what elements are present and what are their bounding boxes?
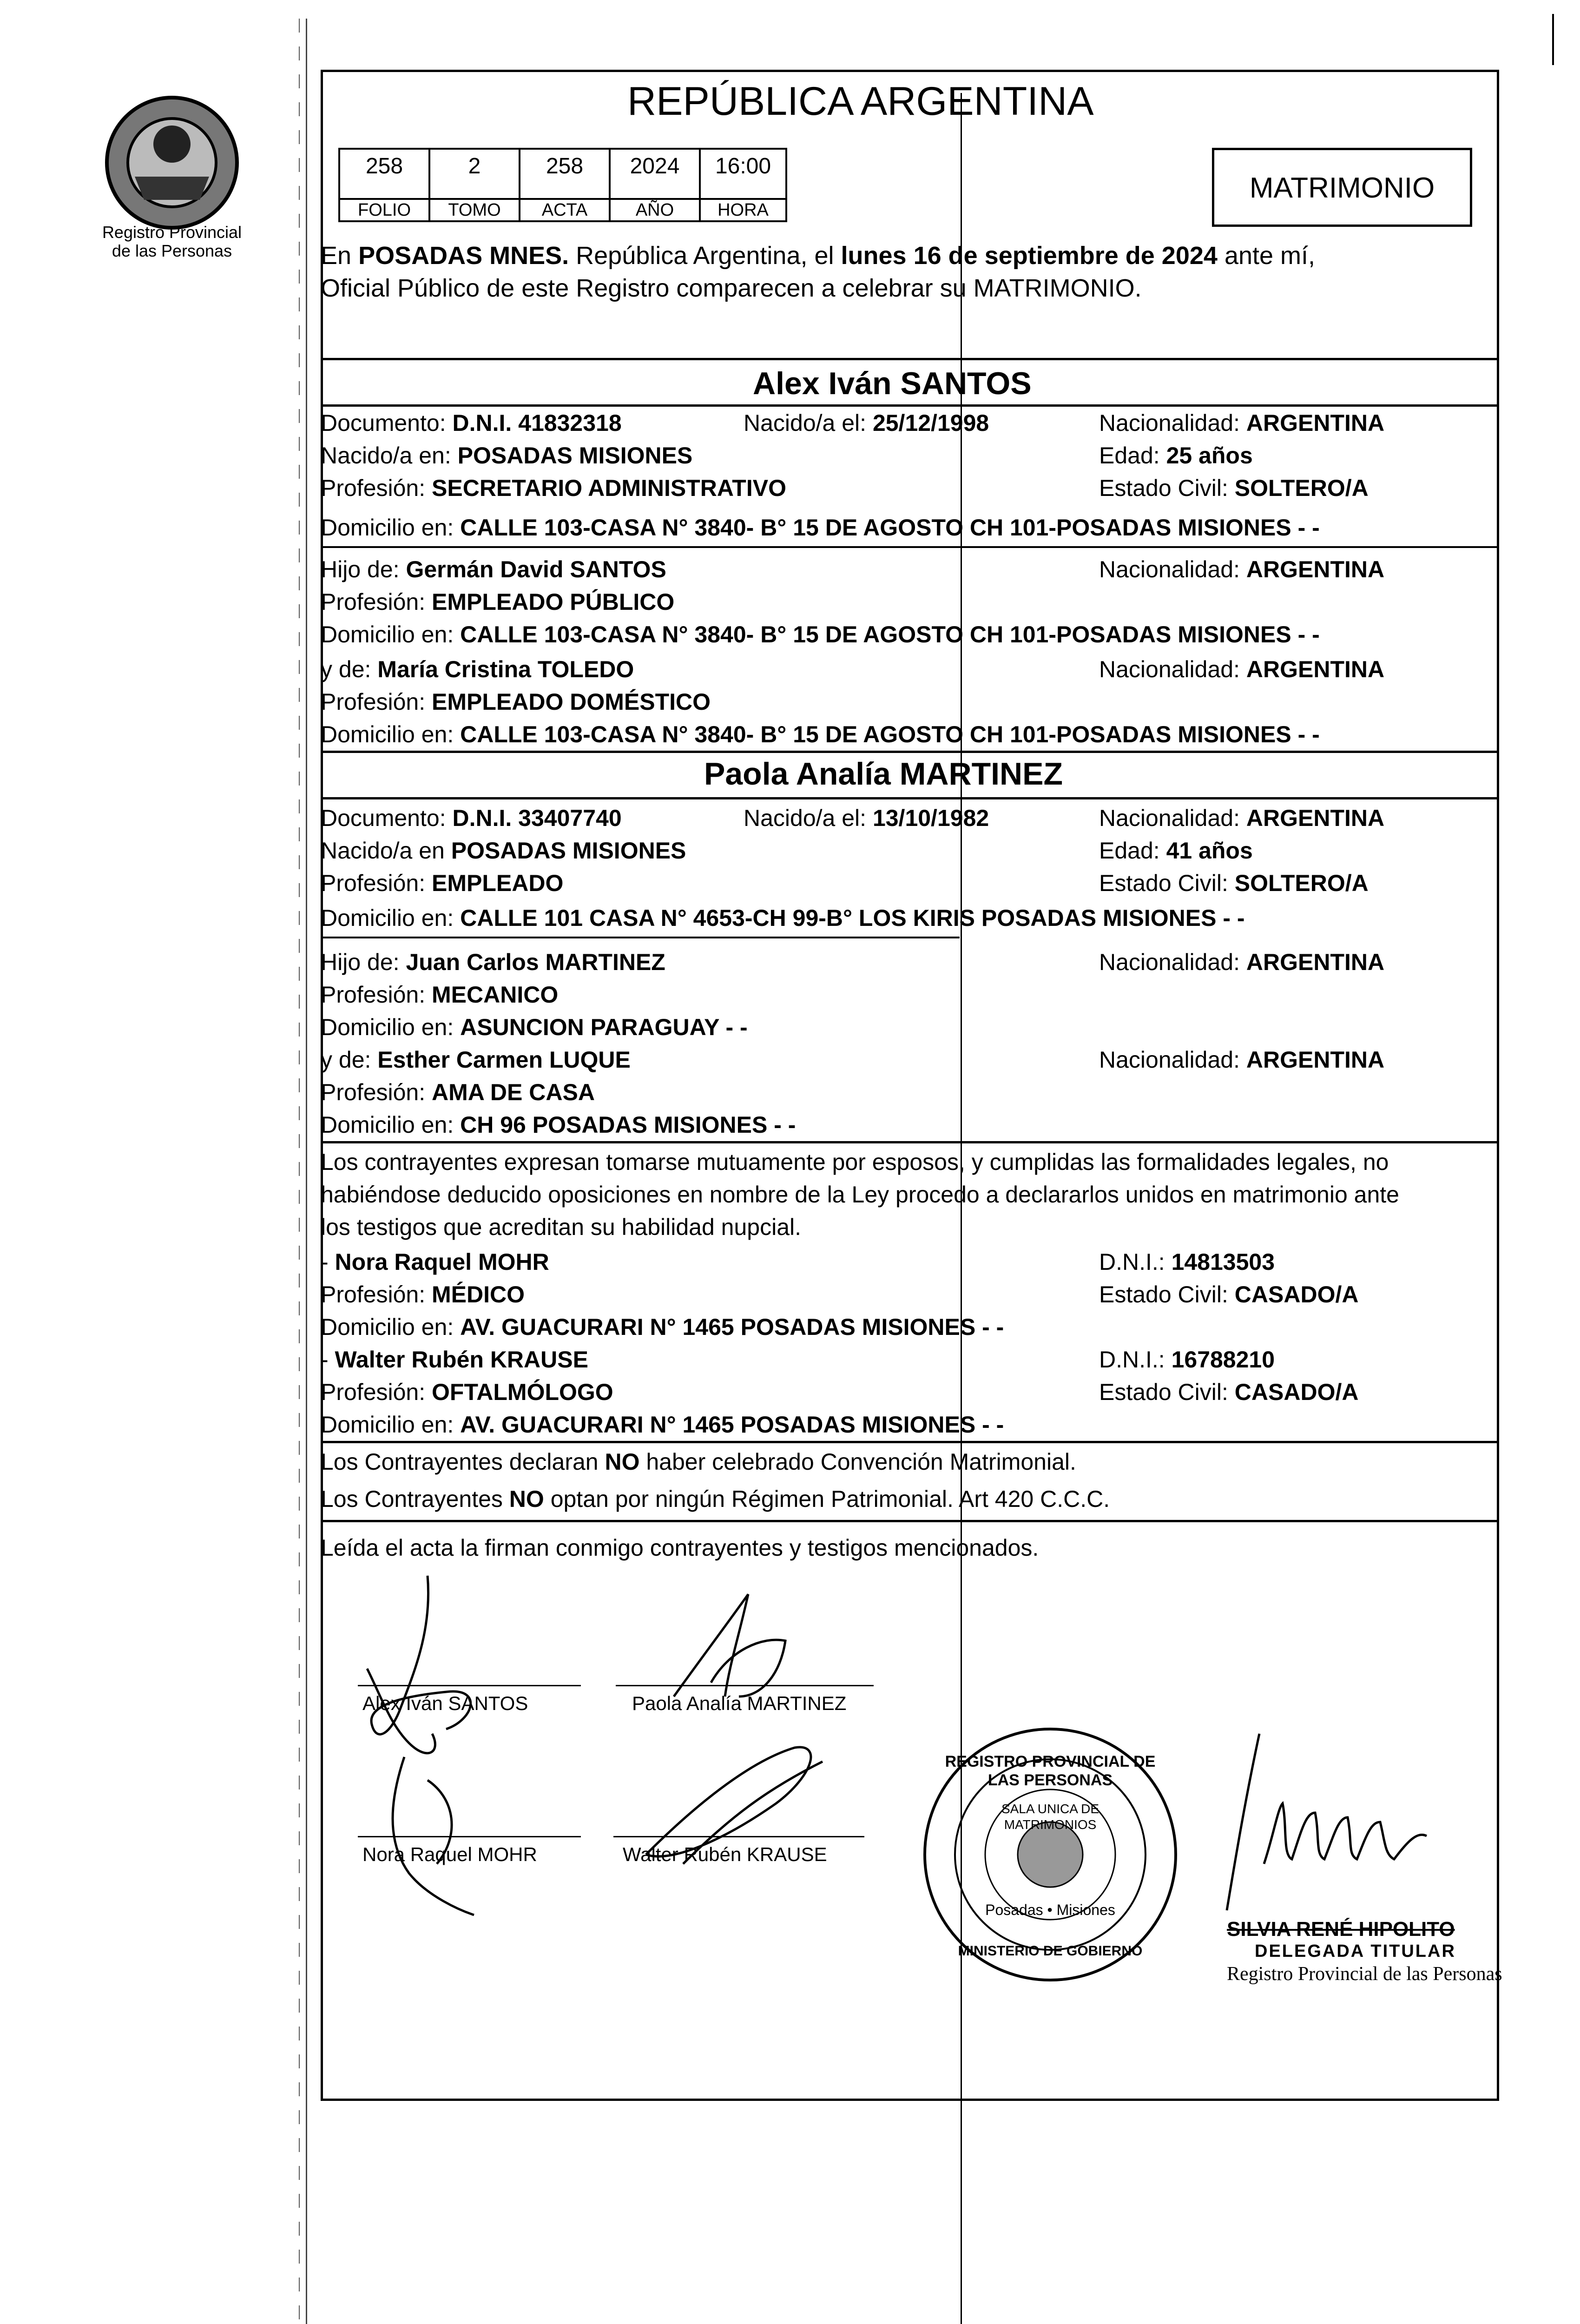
groom-mother: y de: María Cristina TOLEDO [321, 656, 634, 682]
record-hora-value: 16:00 [699, 148, 787, 200]
intro-line-1: En POSADAS MNES. República Argentina, el lunes 16 de septiembre de 2024 ante mí, [321, 242, 1316, 270]
groom-address: Domicilio en: CALLE 103-CASA N° 3840- B° 15 DE AGOSTO CH 101-POSADAS MISIONES - - [321, 515, 1320, 541]
bride-birthdate: Nacido/a el: 13/10/1982 [744, 805, 989, 831]
groom-civil-status: Estado Civil: SOLTERO/A [1099, 475, 1369, 501]
groom-parents-rule [321, 546, 1499, 548]
groom-mother-profession: Profesión: EMPLEADO DOMÉSTICO [321, 689, 711, 715]
witness2-address: Domicilio en: AV. GUACURARI N° 1465 POSADAS MISIONES - - [321, 1412, 1004, 1438]
closing-text: Leída el acta la firman conmigo contrayentes y testigos mencionados. [321, 1535, 1039, 1561]
groom-profession: Profesión: SECRETARIO ADMINISTRATIVO [321, 475, 786, 501]
bride-parents-rule [321, 937, 960, 938]
seal-inner-text: SALA UNICA DE MATRIMONIOS [1001, 1802, 1099, 1832]
record-folio-value: 258 [338, 148, 430, 200]
handwritten-signatures [321, 1557, 925, 2022]
witness1-address: Domicilio en: AV. GUACURARI N° 1465 POSADAS MISIONES - - [321, 1314, 1004, 1340]
groom-birthdate: Nacido/a el: 25/12/1998 [744, 410, 989, 436]
bride-profession: Profesión: EMPLEADO [321, 870, 564, 896]
seal-bottom-text: MINISTERIO DE GOBIERNO [958, 1943, 1143, 1959]
bride-civil-status: Estado Civil: SOLTERO/A [1099, 870, 1369, 896]
declaration-line-2: habiéndose deducido oposiciones en nombre de la Ley procedo a declararlos unidos en matrimonio ante [321, 1182, 1399, 1208]
logo-caption-line1: Registro Provincial [102, 223, 242, 242]
record-folio-label: FOLIO [338, 198, 430, 222]
act-type-box [1212, 148, 1472, 227]
witness1-name: - Nora Raquel MOHR [321, 1249, 549, 1275]
witness2-dni: D.N.I.: 16788210 [1099, 1347, 1275, 1373]
official-role: DELEGADA TITULAR [1255, 1941, 1456, 1961]
groom-mother-address: Domicilio en: CALLE 103-CASA N° 3840- B° 15 DE AGOSTO CH 101-POSADAS MISIONES - - [321, 721, 1320, 747]
witness1-profession: Profesión: MÉDICO [321, 1281, 525, 1307]
convention-line-2: Los Contrayentes NO optan por ningún Régimen Patrimonial. Art 420 C.C.C. [321, 1486, 1110, 1512]
record-tomo-value: 2 [428, 148, 520, 200]
convention-top-rule [321, 1441, 1499, 1443]
groom-birthplace: Nacido/a en: POSADAS MISIONES [321, 442, 693, 469]
groom-document: Documento: D.N.I. 41832318 [321, 410, 622, 436]
witness1-signature-stroke [393, 1757, 474, 1915]
official-seal [911, 1720, 1190, 1989]
bride-top-rule [321, 751, 1499, 753]
bride-name-rule [321, 797, 1499, 799]
witness2-name: - Walter Rubén KRAUSE [321, 1347, 588, 1373]
groom-signature-label: Alex Iván SANTOS [362, 1692, 528, 1714]
bride-father: Hijo de: Juan Carlos MARTINEZ [321, 949, 665, 975]
witness2-signature-label: Walter Rubén KRAUSE [623, 1843, 827, 1865]
official-name: SILVIA RENÉ HIPOLITO [1227, 1918, 1455, 1941]
bride-father-nationality: Nacionalidad: ARGENTINA [1099, 949, 1385, 975]
intro-line-2: Oficial Público de este Registro comparecen a celebrar su MATRIMONIO. [321, 274, 1142, 302]
witness2-profession: Profesión: OFTALMÓLOGO [321, 1379, 613, 1405]
official-office: Registro Provincial de las Personas [1227, 1963, 1502, 1985]
page-title: REPÚBLICA ARGENTINA [627, 79, 1094, 124]
record-anio-label: AÑO [609, 198, 701, 222]
bride-address: Domicilio en: CALLE 101 CASA N° 4653-CH 99-B° LOS KIRIS POSADAS MISIONES - - [321, 905, 1245, 931]
seal-city-text: Posadas • Misiones [985, 1901, 1115, 1918]
witness1-civil-status: Estado Civil: CASADO/A [1099, 1281, 1359, 1307]
groom-father-address: Domicilio en: CALLE 103-CASA N° 3840- B° 15 DE AGOSTO CH 101-POSADAS MISIONES - - [321, 621, 1320, 647]
bride-name: Paola Analía MARTINEZ [704, 756, 1063, 792]
bride-document: Documento: D.N.I. 33407740 [321, 805, 622, 831]
record-hora-label: HORA [699, 198, 787, 222]
witness1-dni: D.N.I.: 14813503 [1099, 1249, 1275, 1275]
declaration-line-1: Los contrayentes expresan tomarse mutuamente por esposos, y cumplidas las formalidades legales, no [321, 1149, 1389, 1175]
closing-top-rule [321, 1520, 1499, 1522]
seal-outer-text: REGISTRO PROVINCIAL DE LAS PERSONAS [945, 1753, 1156, 1789]
registry-logo [93, 84, 251, 260]
groom-name: Alex Iván SANTOS [753, 366, 1032, 401]
bride-mother-address: Domicilio en: CH 96 POSADAS MISIONES - - [321, 1112, 796, 1138]
witness1-signature-label: Nora Raquel MOHR [362, 1843, 537, 1865]
bride-father-address: Domicilio en: ASUNCION PARAGUAY - - [321, 1014, 748, 1040]
bride-birthplace: Nacido/a en POSADAS MISIONES [321, 838, 686, 864]
bride-mother: y de: Esther Carmen LUQUE [321, 1047, 631, 1073]
record-acta-label: ACTA [519, 198, 611, 222]
bride-father-profession: Profesión: MECANICO [321, 982, 559, 1008]
official-signature [1208, 1715, 1468, 1920]
groom-top-rule [321, 358, 1499, 360]
convention-line-1: Los Contrayentes declaran NO haber celebrado Convención Matrimonial. [321, 1449, 1076, 1475]
groom-age: Edad: 25 años [1099, 442, 1253, 469]
groom-nationality: Nacionalidad: ARGENTINA [1099, 410, 1385, 436]
groom-father-nationality: Nacionalidad: ARGENTINA [1099, 556, 1385, 582]
groom-father-profession: Profesión: EMPLEADO PÚBLICO [321, 589, 675, 615]
bride-signature-stroke [674, 1594, 785, 1697]
bride-nationality: Nacionalidad: ARGENTINA [1099, 805, 1385, 831]
bride-mother-nationality: Nacionalidad: ARGENTINA [1099, 1047, 1385, 1073]
declaration-top-rule [321, 1141, 1499, 1143]
bride-age: Edad: 41 años [1099, 838, 1253, 864]
bride-mother-profession: Profesión: AMA DE CASA [321, 1079, 595, 1105]
witness2-signature-stroke [646, 1747, 823, 1864]
record-anio-value: 2024 [609, 148, 701, 200]
bride-signature-label: Paola Analía MARTINEZ [632, 1692, 847, 1714]
left-margin-line [306, 19, 307, 2324]
record-tomo-label: TOMO [428, 198, 520, 222]
right-margin-mark [1552, 14, 1554, 65]
declaration-line-3: los testigos que acreditan su habilidad nupcial. [321, 1214, 802, 1240]
groom-name-rule [321, 404, 1499, 407]
left-margin-line-dashed [299, 19, 300, 2324]
witness2-civil-status: Estado Civil: CASADO/A [1099, 1379, 1359, 1405]
record-acta-value: 258 [519, 148, 611, 200]
province-shield-icon [93, 84, 251, 232]
act-type-label: MATRIMONIO [1249, 172, 1435, 204]
groom-father: Hijo de: Germán David SANTOS [321, 556, 666, 582]
logo-caption-line2: de las Personas [112, 241, 232, 260]
groom-mother-nationality: Nacionalidad: ARGENTINA [1099, 656, 1385, 682]
